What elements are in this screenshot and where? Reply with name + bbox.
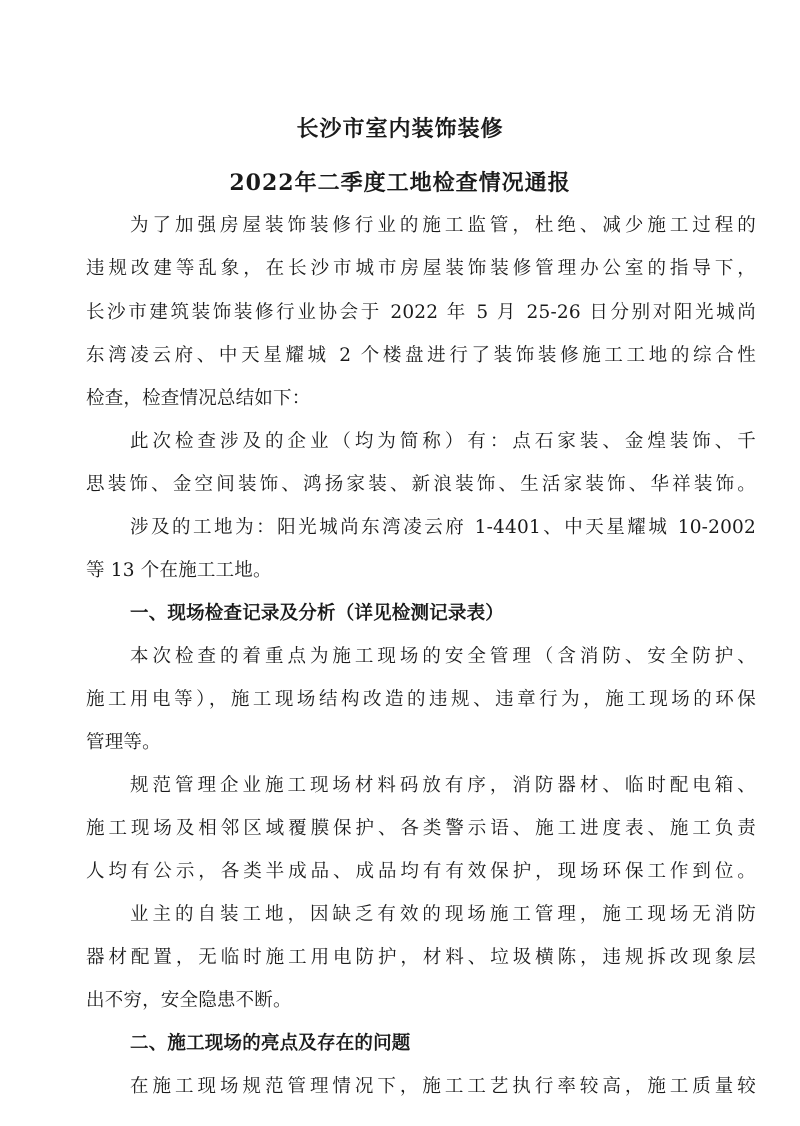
paragraph-line: 规范管理企业施工现场材料码放有序，消防器材、临时配电箱、 bbox=[130, 775, 756, 796]
paragraph-line: 业主的自装工地，因缺乏有效的现场施工管理，施工现场无消防 bbox=[130, 904, 756, 925]
paragraph-line: 等 13 个在施工工地。 bbox=[86, 560, 272, 581]
paragraph-line: 检查，检查情况总结如下： bbox=[86, 388, 311, 409]
section-heading-1: 一、现场检查记录及分析（详见检测记录表） bbox=[130, 603, 505, 624]
paragraph-line: 长沙市建筑装饰装修行业协会于 2022 年 5 月 25-26 日分别对阳光城尚 bbox=[86, 302, 756, 323]
paragraph-line: 器材配置，无临时施工用电防护，材料、垃圾横陈，违规拆改现象层 bbox=[86, 947, 756, 968]
paragraph-line: 管理等。 bbox=[86, 732, 161, 753]
paragraph-line: 思装饰、金空间装饰、鸿扬家装、新浪装饰、生活家装饰、华祥装饰。 bbox=[86, 474, 756, 495]
paragraph-line: 在施工现场规范管理情况下，施工工艺执行率较高，施工质量较 bbox=[130, 1076, 756, 1097]
paragraph-line: 人均有公示，各类半成品、成品均有有效保护，现场环保工作到位。 bbox=[86, 861, 756, 882]
paragraph-line: 违规改建等乱象，在长沙市城市房屋装饰装修管理办公室的指导下， bbox=[86, 258, 756, 279]
paragraph-line: 本次检查的着重点为施工现场的安全管理（含消防、安全防护、 bbox=[130, 646, 756, 667]
paragraph-line: 施工现场及相邻区域覆膜保护、各类警示语、施工进度表、施工负责 bbox=[86, 818, 756, 839]
paragraph-line: 此次检查涉及的企业（均为简称）有：点石家装、金煌装饰、千 bbox=[130, 431, 756, 452]
document-title-line-2: 2022年二季度工地检查情况通报 bbox=[229, 170, 571, 196]
document-title-line-1: 长沙市室内装饰装修 bbox=[296, 116, 504, 142]
paragraph-line: 东湾凌云府、中天星耀城 2 个楼盘进行了装饰装修施工工地的综合性 bbox=[86, 345, 756, 366]
paragraph-line: 出不穷，安全隐患不断。 bbox=[86, 990, 292, 1011]
paragraph-line: 涉及的工地为：阳光城尚东湾凌云府 1-4401、中天星耀城 10-2002 bbox=[130, 517, 756, 538]
paragraph-line: 为了加强房屋装饰装修行业的施工监管，杜绝、减少施工过程的 bbox=[130, 215, 756, 236]
section-heading-2: 二、施工现场的亮点及存在的问题 bbox=[130, 1033, 411, 1054]
paragraph-line: 施工用电等），施工现场结构改造的违规、违章行为，施工现场的环保 bbox=[86, 689, 756, 710]
